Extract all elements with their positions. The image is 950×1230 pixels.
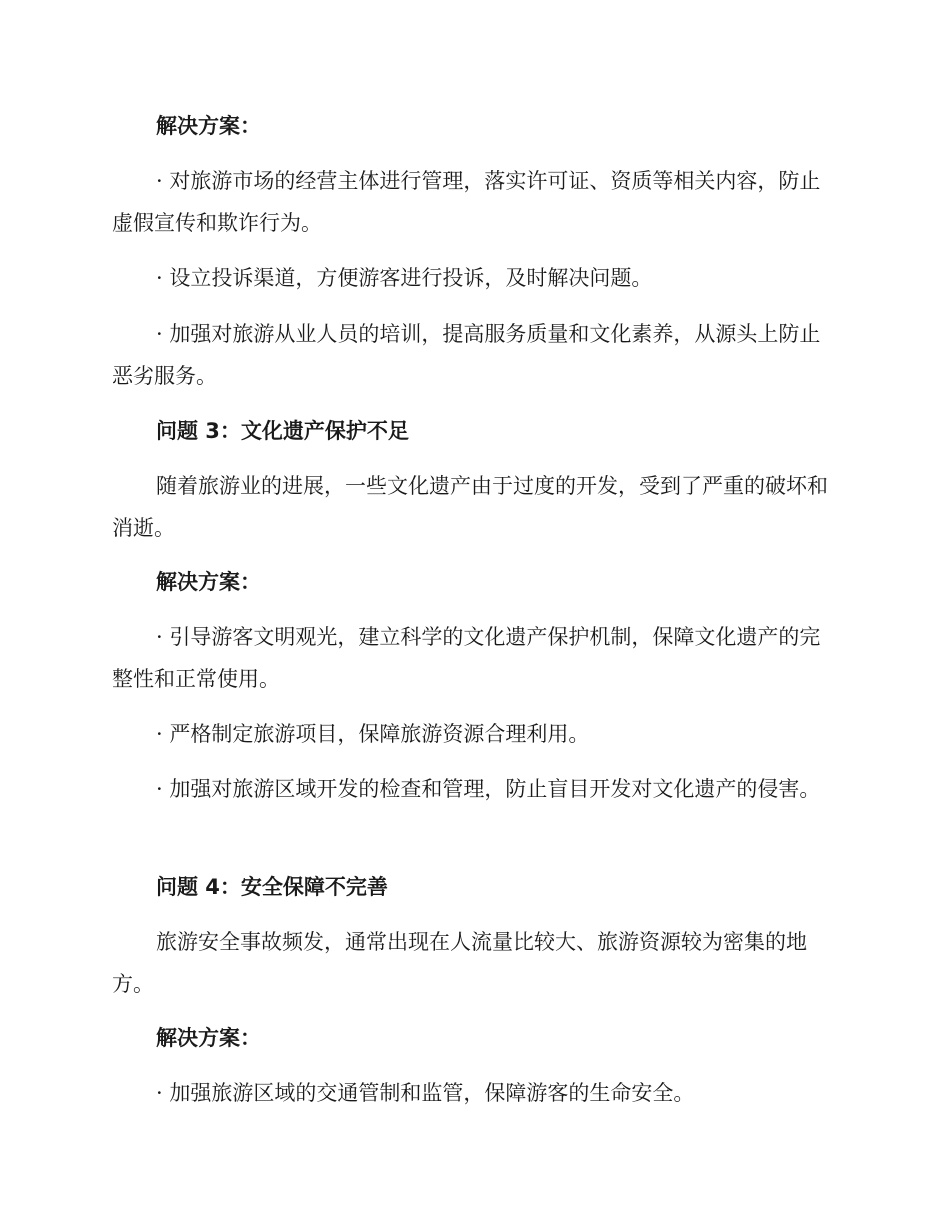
- bullet-item: · 加强对旅游区域开发的检查和管理，防止盲目开发对文化遗产的侵害。: [156, 777, 821, 801]
- bullet-item: · 加强旅游区域的交通管制和监管，保障游客的生命安全。: [156, 1081, 695, 1105]
- section-heading-solution: 解决方案：: [156, 1026, 261, 1050]
- problem-heading: 问题 4：安全保障不完善: [156, 875, 388, 899]
- problem-heading: 问题 3：文化遗产保护不足: [156, 419, 409, 443]
- bullet-item: · 引导游客文明观光，建立科学的文化遗产保护机制，保障文化遗产的完整性和正常使用。: [112, 625, 821, 691]
- bullet-item: · 设立投诉渠道，方便游客进行投诉，及时解决问题。: [156, 266, 653, 290]
- section-heading-solution: 解决方案：: [156, 570, 261, 594]
- body-paragraph: 随着旅游业的进展，一些文化遗产由于过度的开发，受到了严重的破坏和消逝。: [112, 474, 828, 540]
- section-heading-solution: 解决方案：: [156, 114, 261, 138]
- bullet-item: · 加强对旅游从业人员的培训，提高服务质量和文化素养，从源头上防止恶劣服务。: [112, 322, 821, 388]
- bullet-item: · 对旅游市场的经营主体进行管理，落实许可证、资质等相关内容，防止虚假宣传和欺诈行为。: [112, 169, 821, 235]
- bullet-item: · 严格制定旅游项目，保障旅游资源合理利用。: [156, 722, 590, 746]
- body-paragraph: 旅游安全事故频发，通常出现在人流量比较大、旅游资源较为密集的地方。: [112, 930, 807, 996]
